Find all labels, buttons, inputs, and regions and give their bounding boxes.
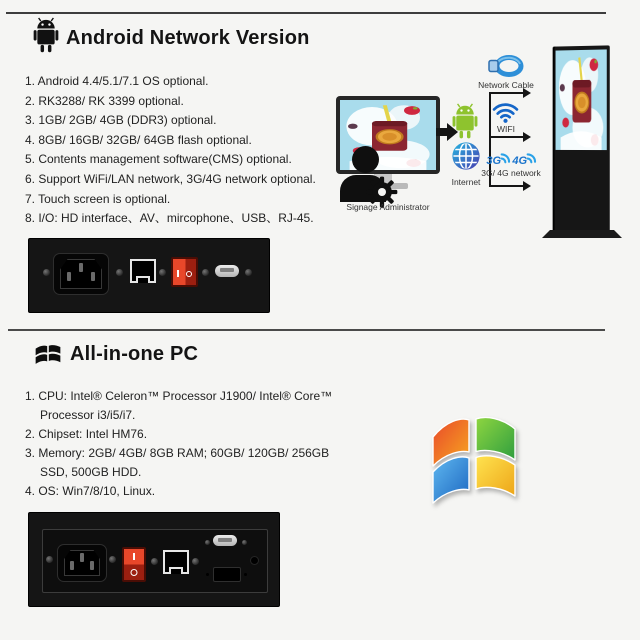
spec-item: 3. Memory: 2GB/ 4GB/ 8GB RAM; 60GB/ 120GB/ 256GB bbox=[25, 446, 330, 460]
android-io-panel-photo bbox=[28, 238, 270, 313]
power-pin bbox=[91, 272, 95, 281]
spec-item: 4. 8GB/ 16GB/ 32GB/ 64GB flash optional. bbox=[25, 132, 252, 147]
kiosk-ad-artwork bbox=[556, 49, 607, 150]
switch-mark bbox=[177, 270, 179, 277]
spec-item: 8. I/O: HD interface、AV、mircophone、USB、RJ-45. bbox=[25, 211, 314, 226]
power-switch-icon bbox=[171, 257, 198, 287]
wifi-icon bbox=[492, 101, 519, 123]
android-robot-green-icon bbox=[451, 103, 479, 139]
usb-port-icon bbox=[213, 535, 237, 546]
svg-text:4G: 4G bbox=[512, 154, 528, 166]
screw-icon bbox=[205, 540, 210, 545]
pc-section bbox=[0, 330, 640, 640]
screw-hole bbox=[206, 573, 209, 576]
power-pin bbox=[67, 272, 71, 281]
screw-icon bbox=[242, 540, 247, 545]
ethernet-port-icon bbox=[163, 550, 189, 574]
usb-port-icon bbox=[215, 265, 239, 277]
signal-3g-icon bbox=[486, 147, 512, 166]
spec-item-continued: SSD, 500GB HDD. bbox=[40, 465, 142, 479]
screw-hole bbox=[244, 573, 247, 576]
windows-flag-icon bbox=[34, 341, 62, 367]
ethernet-port-icon bbox=[130, 259, 156, 283]
arrow-right-icon bbox=[436, 128, 447, 136]
video-port-icon bbox=[213, 567, 241, 582]
power-pin bbox=[79, 263, 83, 272]
switch-mark bbox=[186, 271, 192, 277]
power-pin bbox=[80, 553, 84, 562]
spec-item: 1. CPU: Intel® Celeron™ Processor J1900/ Intel® Core™ bbox=[25, 389, 333, 403]
power-switch-icon bbox=[122, 547, 146, 582]
switch-mark bbox=[131, 569, 138, 576]
network-cable-label: Network Cable bbox=[478, 80, 534, 90]
g34-network-label: 3G/ 4G network bbox=[481, 168, 541, 178]
wifi-label: WIFI bbox=[497, 124, 515, 134]
screw-icon bbox=[116, 269, 123, 276]
screw-icon bbox=[192, 558, 199, 565]
power-pin bbox=[70, 561, 74, 570]
spec-item: 4. OS: Win7/8/10, Linux. bbox=[25, 484, 156, 498]
spec-item-continued: Processor i3/i5/i7. bbox=[40, 408, 136, 422]
windows-xp-logo-icon bbox=[424, 408, 524, 508]
screw-icon bbox=[245, 269, 252, 276]
screw-icon bbox=[109, 556, 116, 563]
screw-icon bbox=[202, 269, 209, 276]
power-pin bbox=[90, 561, 94, 570]
screw-icon bbox=[159, 269, 166, 276]
admin-label: Signage Administrator bbox=[346, 202, 430, 212]
admin-person-icon bbox=[352, 146, 379, 173]
spec-item: 2. Chipset: Intel HM76. bbox=[25, 427, 148, 441]
antenna-hole bbox=[251, 557, 258, 564]
arrow-right-icon bbox=[489, 92, 523, 94]
arrow-right-icon bbox=[489, 136, 523, 138]
svg-text:3G: 3G bbox=[486, 154, 502, 166]
spec-item: 1. Android 4.4/5.1/7.1 OS optional. bbox=[25, 74, 209, 88]
spec-item: 5. Contents management software(CMS) optional. bbox=[25, 152, 292, 167]
spec-item: 6. Support WiFi/LAN network, 3G/4G network optional. bbox=[25, 171, 316, 186]
network-cable-icon bbox=[488, 53, 524, 79]
power-inlet-icon bbox=[53, 253, 109, 295]
power-inlet-icon bbox=[57, 544, 107, 582]
spec-item: 7. Touch screen is optional. bbox=[25, 191, 171, 206]
android-robot-icon bbox=[33, 16, 59, 54]
spec-item: 3. 1GB/ 2GB/ 4GB (DDR3) optional. bbox=[25, 113, 217, 128]
kiosk-display-icon bbox=[553, 45, 610, 232]
screw-icon bbox=[151, 558, 158, 565]
internet-label: Internet bbox=[451, 177, 481, 187]
power-inlet-cavity bbox=[60, 259, 102, 289]
arrow-right-icon bbox=[489, 185, 523, 187]
pc-spec-list bbox=[25, 387, 365, 501]
signal-4g-icon bbox=[512, 147, 538, 166]
network-diagram bbox=[330, 40, 640, 250]
android-spec-list bbox=[25, 72, 360, 229]
kiosk-base bbox=[542, 230, 622, 238]
screw-icon bbox=[46, 556, 53, 563]
screw-icon bbox=[43, 269, 50, 276]
android-section-title: Android Network Version bbox=[66, 27, 310, 49]
power-inlet-cavity bbox=[64, 550, 100, 576]
spec-item: 2. RK3288/ RK 3399 optional. bbox=[25, 93, 184, 108]
pc-io-panel-photo bbox=[28, 512, 280, 607]
switch-mark bbox=[133, 553, 135, 560]
pc-section-title: All-in-one PC bbox=[70, 343, 199, 365]
